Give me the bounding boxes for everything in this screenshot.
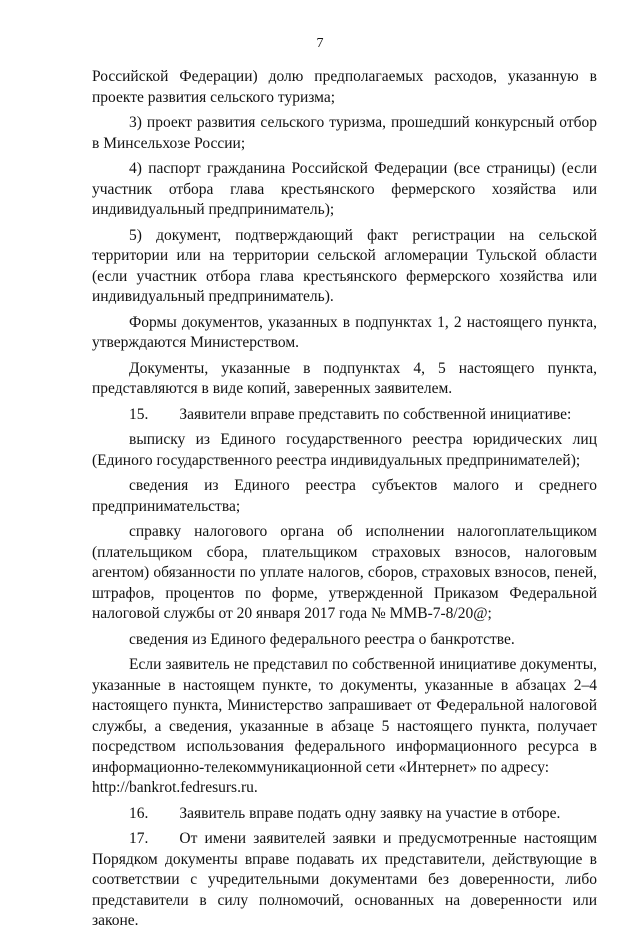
paragraph-ministry-request: Если заявитель не представил по собственной инициативе документы, указанные в настоящем пункте, то документы, указанные в абзацах 2–4 настоящего пункта, Министерство запрашивает от Федеральной налоговой службы, а сведения, указанные в абзаце 5 настоящего пункта, получает посредством использования федерального информационного ресурса в информационно-телекоммуникационной сети «Интернет» по адресу:: [92, 656, 597, 776]
paragraph-item-3: 3) проект развития сельского туризма, прошедший конкурсный отбор в Минсельхозе России;: [92, 114, 597, 152]
paragraph-bankruptcy-info: сведения из Единого федерального реестра о банкротстве.: [129, 630, 515, 648]
paragraph-copies: Документы, указанные в подпунктах 4, 5 настоящего пункта, представляются в виде копий, заверенных заявителем.: [92, 359, 597, 397]
paragraph-item-4: 4) паспорт гражданина Российской Федерации (все страницы) (если участник отбора глава крестьянского фермерского хозяйства или индивидуальный предприниматель);: [92, 160, 597, 218]
paragraph-continuation: Российской Федерации) долю предполагаемых расходов, указанную в проекте развития сельского туризма;: [92, 68, 597, 106]
paragraph-item-5: 5) документ, подтверждающий факт регистрации на сельской территории или на территории сельской агломерации Тульской области (если участник отбора глава крестьянского фермерского хозяйства или индивидуальный предприниматель).: [92, 226, 597, 305]
paragraph-forms: Формы документов, указанных в подпунктах 1, 2 настоящего пункта, утверждаются Министерством.: [92, 313, 597, 351]
paragraph-tax-certificate: справку налогового органа об исполнении налогоплательщиком (плательщиком сбора, плательщиком страховых взносов, налоговым агентом) обязанности по уплате налогов, сборов, страховых взносов, пеней, штрафов, процентов по форме, утвержденной Приказом Федеральной налоговой службы от 20 января 2017 года № ММВ-7-8/20@;: [92, 523, 597, 622]
paragraph-clause-16: 16. Заявитель вправе подать одну заявку на участие в отборе.: [129, 804, 561, 822]
paragraph-clause-15: 15. Заявители вправе представить по собственной инициативе:: [129, 405, 572, 423]
paragraph-url: http://bankrot.fedresurs.ru.: [92, 779, 258, 796]
page-number: 7: [316, 36, 324, 51]
paragraph-egrul-extract: выписку из Единого государственного реестра юридических лиц (Единого государственного реестра индивидуальных предпринимателей);: [92, 431, 597, 469]
document-body: [92, 67, 597, 932]
paragraph-sme-registry: сведения из Единого реестра субъектов малого и среднего предпринимательства;: [92, 477, 597, 515]
paragraph-clause-17: 17. От имени заявителей заявки и предусмотренные настоящим Порядком документы вправе подавать их представители, действующие в соответствии с учредительными документами без доверенности, либо представители в силу полномочий, основанных на доверенности или законе.: [92, 830, 597, 929]
